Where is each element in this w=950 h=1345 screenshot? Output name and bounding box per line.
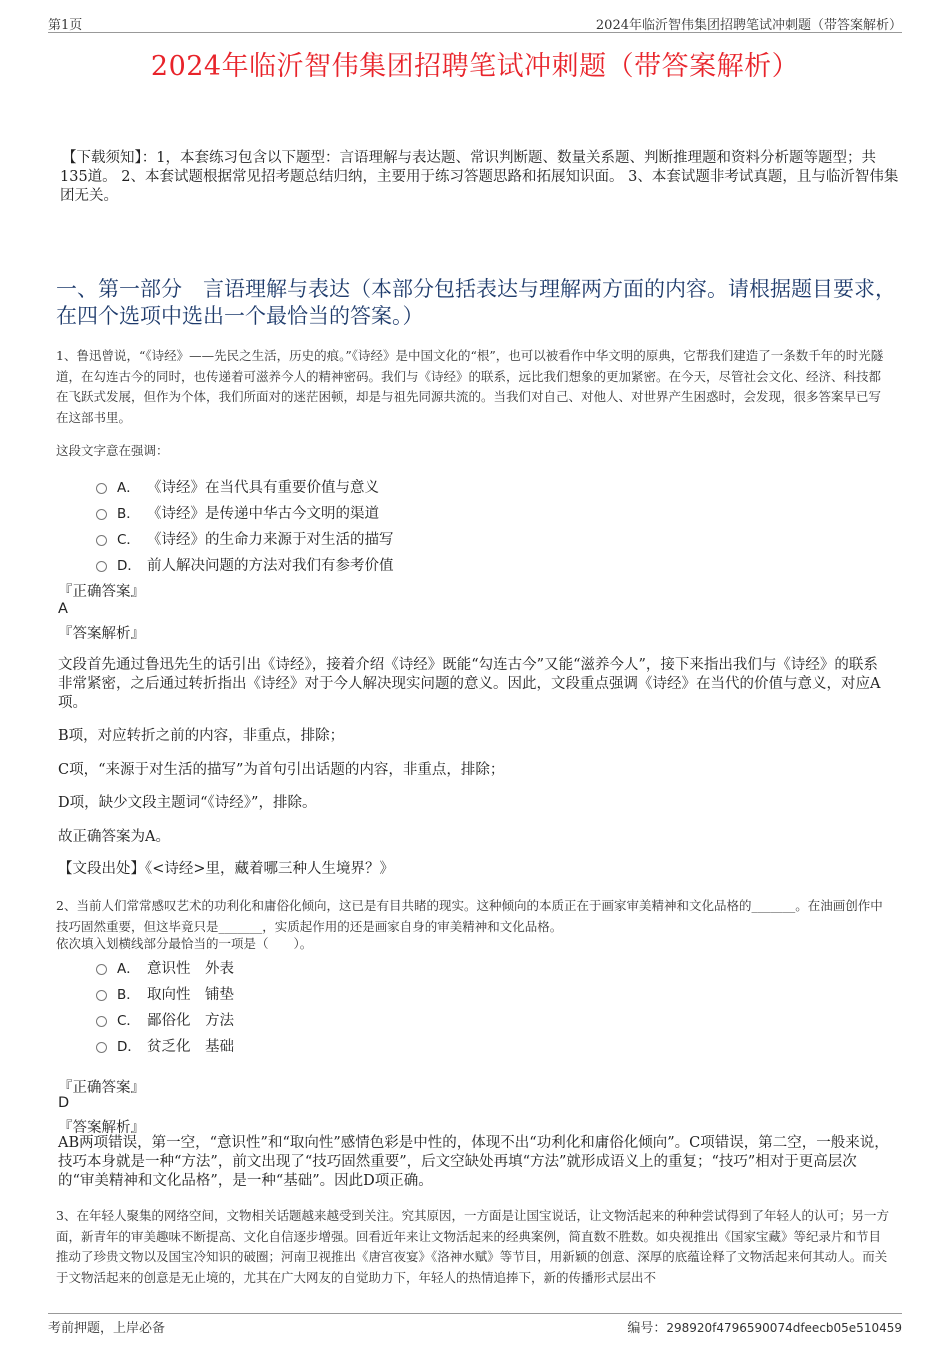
analysis-conclusion: 故正确答案为A。 [58, 829, 170, 845]
option-key: C． [117, 1013, 140, 1029]
option-text: 《诗经》是传递中华古今文明的渠道 [147, 505, 379, 522]
radio-icon[interactable] [96, 561, 107, 572]
section-title: 一、第一部分 言语理解与表达（本部分包括表达与理解两方面的内容。请根据题目要求，在四个选项中选出一个最恰当的答案。） [56, 277, 896, 328]
correct-answer: A [58, 601, 68, 617]
document-code [627, 1317, 902, 1336]
radio-icon[interactable] [96, 535, 107, 546]
passage-source: 【文段出处】《<诗经>里，藏着哪三种人生境界？》 [58, 861, 395, 877]
correct-answer: D [58, 1095, 70, 1111]
question-2-options [96, 954, 796, 1058]
radio-icon[interactable] [96, 990, 107, 1001]
header-doc-title: 2024年临沂智伟集团招聘笔试冲刺题（带答案解析） [595, 18, 902, 33]
option-b[interactable] [96, 980, 796, 1006]
analysis-label: 『答案解析』 [58, 626, 145, 642]
option-text: 取向性 铺垫 [147, 986, 234, 1003]
code-label: 编号： [627, 1321, 667, 1336]
radio-icon[interactable] [96, 1042, 107, 1053]
option-key: A． [117, 961, 140, 977]
option-key: C． [117, 532, 140, 548]
option-c[interactable] [96, 1006, 796, 1032]
page-footer [48, 1313, 902, 1334]
answer-label: 『正确答案』 [58, 584, 145, 600]
radio-icon[interactable] [96, 483, 107, 494]
analysis-label: 『答案解析』 [58, 1120, 145, 1136]
option-b[interactable] [96, 499, 796, 525]
option-text: 贫乏化 基础 [147, 1038, 234, 1055]
question-2-stem: 2、当前人们常常感叹艺术的功利化和庸俗化倾向，这已是有目共睹的现实。这种倾向的本质正在于画家审美精神和文化品格的_______。在油画创作中技巧固然重要，但这毕竟只是_______，实质起作用的还是画家自身的审美精神和文化品格。 [56, 898, 883, 934]
analysis-paragraph: D项，缺少文段主题词“《诗经》”，排除。 [58, 795, 317, 811]
option-a[interactable] [96, 954, 796, 980]
question-3-stem: 3、在年轻人聚集的网络空间，文物相关话题越来越受到关注。究其原因，一方面是让国宝说话，让文物活起来的种种尝试得到了年轻人的认可；另一方面，新青年的审美趣味不断提高、文化自信逐步增强。回看近年来让文物活起来的经典案例，简直数不胜数。如央视推出《国家宝藏》等纪录片和节目推动了珍贵文物以及国宝冷知识的破圈；河南卫视推出《唐宫夜宴》《洛神水赋》等节目，用新颖的创意、深厚的底蕴诠释了文物活起来何其动人。而关于文物活起来的创意是无止境的，尤其在广大网友的自觉助力下，年轻人的热情追捧下，新的传播形式层出不 [56, 1208, 889, 1285]
footer-slogan: 考前押题，上岸必备 [48, 1321, 166, 1336]
option-key: B． [117, 506, 140, 522]
option-a[interactable] [96, 473, 796, 499]
question-1-prompt: 这段文字意在强调： [56, 443, 169, 458]
option-d[interactable] [96, 551, 796, 577]
option-text: 《诗经》的生命力来源于对生活的描写 [147, 531, 394, 548]
option-c[interactable] [96, 525, 796, 551]
answer-label: 『正确答案』 [58, 1080, 145, 1096]
analysis-paragraph: 文段首先通过鲁迅先生的话引出《诗经》，接着介绍《诗经》既能“勾连古今”又能“滋养今人”，接下来指出我们与《诗经》的联系非常紧密，之后通过转折指出《诗经》对于今人解决现实问题的意义。因此，文段重点强调《诗经》在当代的价值与意义，对应A项。 [58, 657, 881, 711]
page-number: 第1页 [48, 18, 83, 33]
question-1-stem: 1、鲁迅曾说，“《诗经》——先民之生活，历史的痕。”《诗经》是中国文化的“根”，也可以被看作中华文明的原典，它帮我们建造了一条数千年的时光隧道，在勾连古今的同时，也传递着可滋养今人的精神密码。我们与《诗经》的联系，远比我们想象的更加紧密。在今天，尽管社会文化、经济、科技都在飞跃式发展，但作为个体，我们所面对的迷茫困顿，却是与祖先同源共流的。当我们对自己、对他人、对世界产生困惑时，会发现，很多答案早已写在这部书里。 [56, 348, 884, 425]
analysis-paragraph: B项，对应转折之前的内容，非重点，排除； [58, 728, 345, 744]
option-key: D． [117, 558, 141, 574]
analysis-paragraph: AB两项错误，第一空，“意识性”和“取向性”感情色彩是中性的，体现不出“功利化和庸俗化倾向”。C项错误，第二空，一般来说，技巧本身就是一种“方法”，前文出现了“技巧固然重要”，后文空缺处再填“方法”就形成语义上的重复；“技巧”相对于更高层次的“审美精神和文化品格”，是一种“基础”。因此D项正确。 [58, 1135, 889, 1189]
option-text: 意识性 外表 [147, 960, 234, 977]
radio-icon[interactable] [96, 1016, 107, 1027]
option-key: A． [117, 480, 140, 496]
option-key: D． [117, 1039, 141, 1055]
download-notice: 【下载须知】：1，本套练习包含以下题型：言语理解与表达题、常识判断题、数量关系题、判断推理题和资料分析题等题型；共135道。 2、本套试题根据常见招考题总结归纳，主要用于练习答题思路和拓展知识面。 3、本套试题非考试真题，且与临沂智伟集团无关。 [60, 150, 899, 204]
radio-icon[interactable] [96, 964, 107, 975]
analysis-paragraph: C项，“来源于对生活的描写”为首句引出话题的内容，非重点，排除； [58, 762, 505, 778]
code-value: 298920f4796590074dfeecb05e510459 [666, 1321, 902, 1335]
option-text: 鄙俗化 方法 [147, 1012, 234, 1029]
radio-icon[interactable] [96, 509, 107, 520]
option-key: B． [117, 987, 140, 1003]
option-d[interactable] [96, 1032, 796, 1058]
option-text: 前人解决问题的方法对我们有参考价值 [147, 557, 394, 574]
question-1-options [96, 473, 796, 577]
document-title: 2024年临沂智伟集团招聘笔试冲刺题（带答案解析） [150, 51, 800, 82]
question-2-prompt: 依次填入划横线部分最恰当的一项是（ ）。 [56, 936, 313, 951]
option-text: 《诗经》在当代具有重要价值与意义 [147, 479, 379, 496]
page-header [48, 14, 902, 33]
